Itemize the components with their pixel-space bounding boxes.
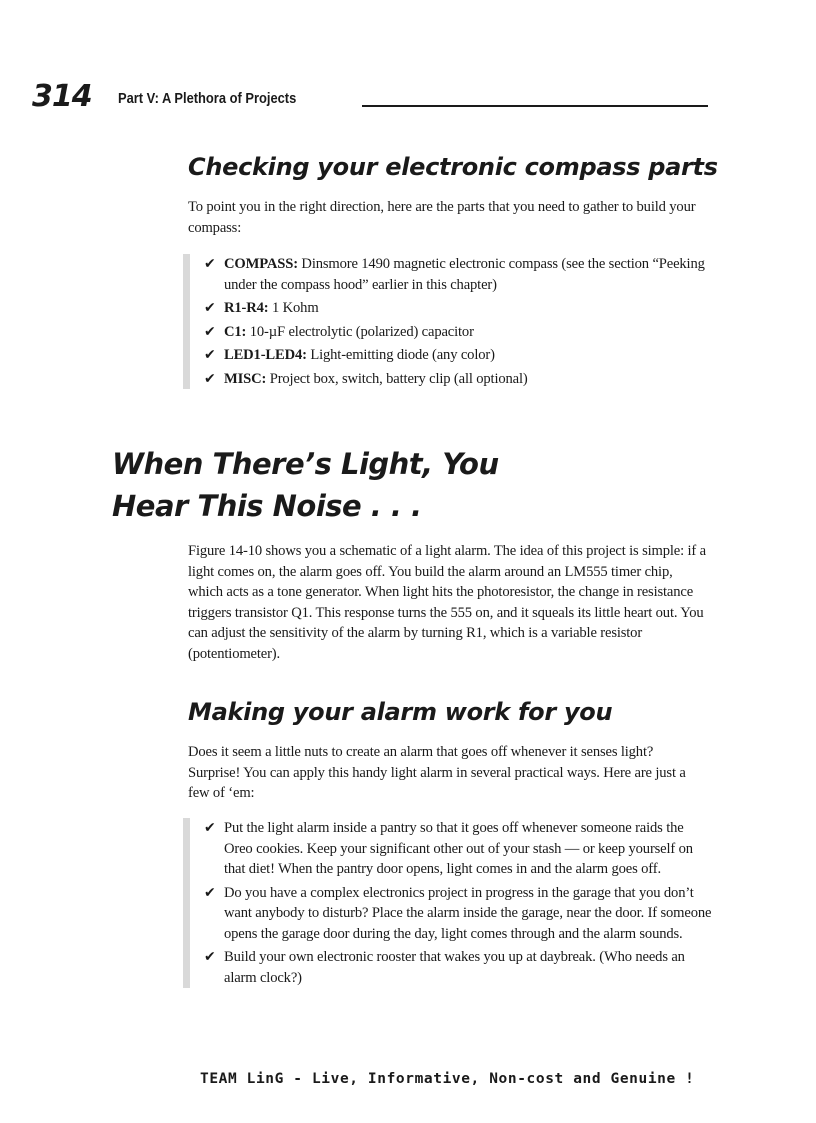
part-description: Project box, switch, battery clip (all optional)	[266, 370, 528, 387]
list-item	[204, 883, 714, 945]
section-heading-compass-parts: Checking your electronic compass parts	[188, 153, 718, 181]
light-alarm-body: Figure 14-10 shows you a schematic of a light alarm. The idea of this project is simple: if a light comes on, the alarm goes off. You build the alarm around an LM555 timer chip, which acts as a tone generator. When light hits the photoresistor, the change in resistance triggers transistor Q1. This response turns the 555 on, and it squeals its little heart out. You can adjust the sensitivity of the alarm by turning R1, which is a variable resistor (potentiometer).	[188, 543, 706, 662]
list-item	[204, 322, 714, 343]
section-heading-light-line1: When There’s Light, You	[112, 447, 499, 481]
compass-parts-intro: To point you in the right direction, here are the parts that you need to gather to build your compass:	[188, 199, 696, 236]
running-header	[32, 80, 708, 114]
alarm-uses-list	[183, 818, 714, 988]
part-term: C1:	[224, 323, 247, 340]
part-description: 10-µF electrolytic (polarized) capacitor	[246, 323, 474, 340]
part-term: COMPASS:	[224, 256, 298, 272]
list-item	[204, 298, 714, 319]
section-heading-light-line2: Hear This Noise . . .	[112, 489, 422, 523]
section-heading-alarm-work: Making your alarm work for you	[188, 698, 613, 726]
part-term: R1-R4:	[224, 300, 269, 316]
check-mark-icon: ✔	[204, 820, 216, 836]
check-mark-icon: ✔	[204, 347, 216, 363]
check-mark-icon: ✔	[204, 300, 216, 316]
header-rule	[362, 105, 708, 107]
check-mark-icon: ✔	[204, 323, 216, 340]
alarm-uses-intro: Does it seem a little nuts to create an alarm that goes off whenever it senses light? Surprise! You can apply this handy light alarm in several practical ways. Here are just a few of ‘em:	[188, 744, 686, 801]
part-description: Light-emitting diode (any color)	[306, 347, 495, 363]
list-item	[204, 369, 714, 390]
list-item	[204, 254, 714, 295]
footer-watermark: TEAM LinG - Live, Informative, Non-cost and Genuine !	[200, 1071, 695, 1087]
list-item	[204, 947, 714, 988]
part-description: 1 Kohm	[268, 300, 319, 316]
alarm-use-text: Build your own electronic rooster that wakes you up at daybreak. (Who needs an alarm clock?)	[224, 949, 685, 986]
part-title: Part V: A Plethora of Projects	[118, 90, 297, 107]
check-mark-icon: ✔	[204, 884, 216, 901]
check-mark-icon: ✔	[204, 949, 216, 965]
check-mark-icon: ✔	[204, 370, 216, 387]
compass-parts-list	[183, 254, 714, 389]
alarm-use-text: Put the light alarm inside a pantry so that it goes off whenever someone raids the Oreo cookies. Keep your significant other out of your stash — or keep yourself on that diet! When the pantry door opens, light comes in and the alarm goes off.	[224, 820, 693, 877]
part-description: Dinsmore 1490 magnetic electronic compass (see the section “Peeking under the compass hood” earlier in this chapter)	[224, 256, 705, 293]
check-mark-icon: ✔	[204, 256, 216, 272]
list-item	[204, 818, 714, 880]
part-term: LED1-LED4:	[224, 347, 307, 363]
alarm-use-text: Do you have a complex electronics project in progress in the garage that you don’t want anybody to disturb? Place the alarm inside the garage, near the door. If someone opens the garage door during the day, light comes through and the alarm sounds.	[224, 884, 712, 942]
list-item	[204, 345, 714, 366]
part-term: MISC:	[224, 370, 267, 387]
page-number: 314	[32, 79, 92, 114]
